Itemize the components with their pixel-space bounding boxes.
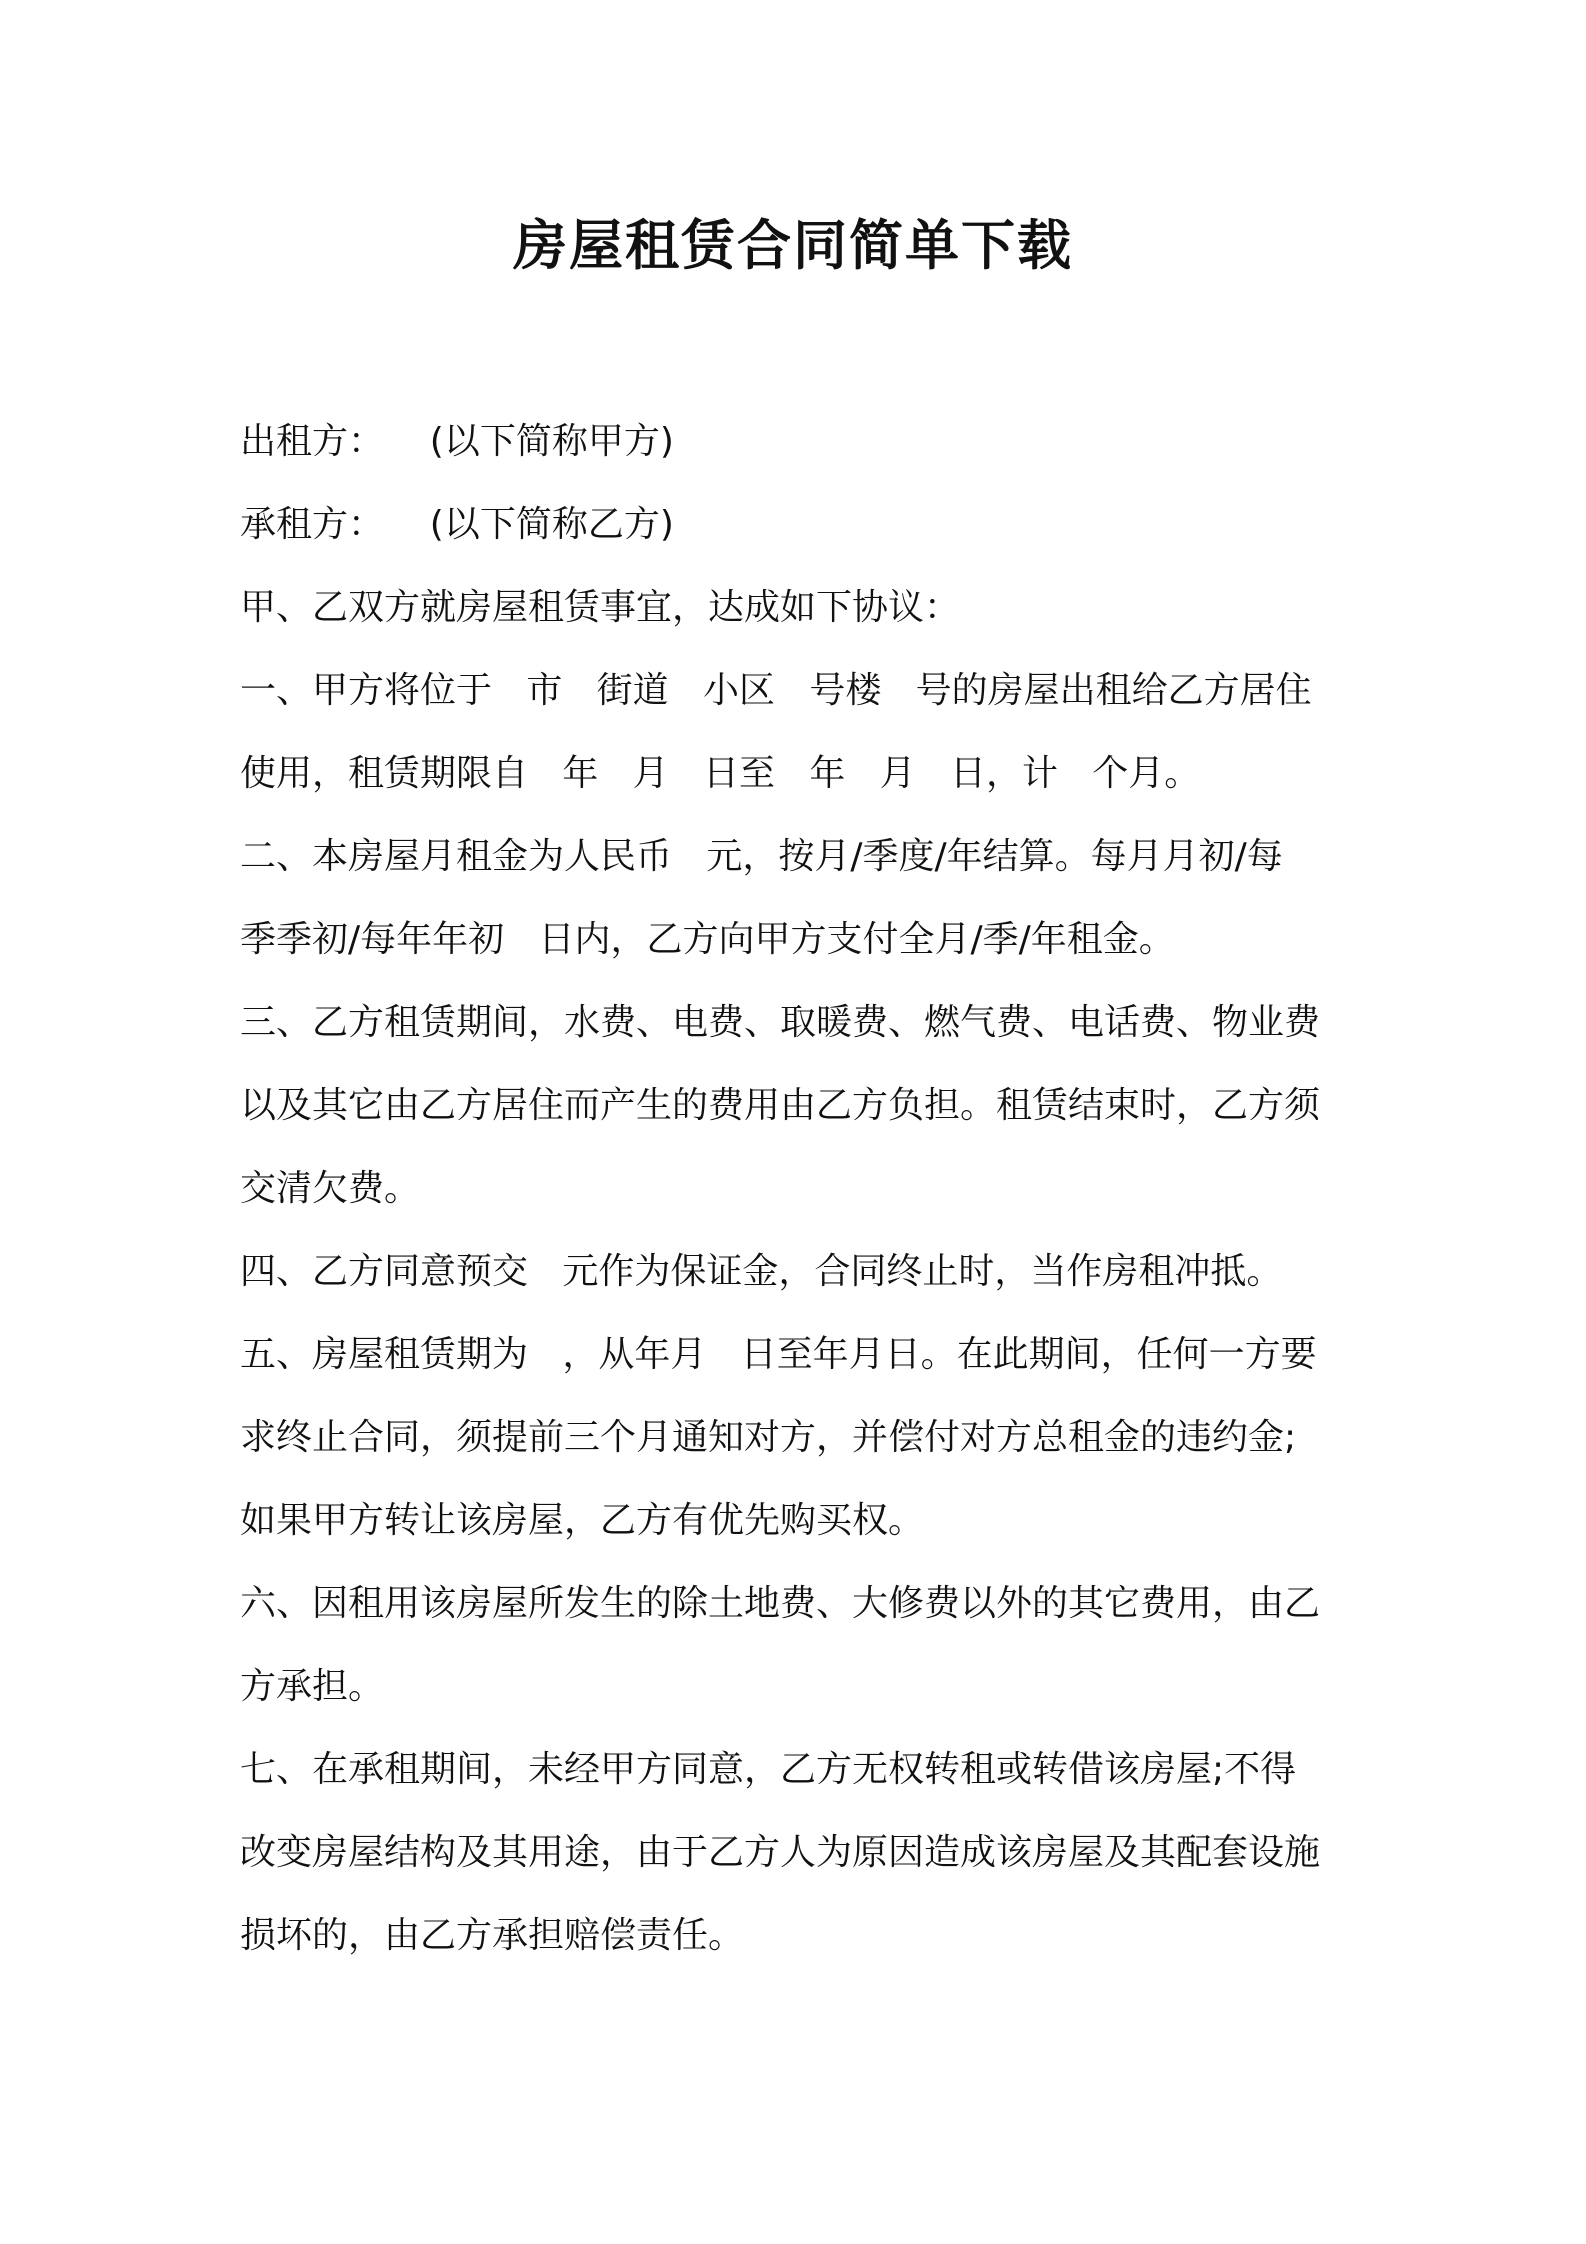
clause-7-line-3: 损坏的，由乙方承担赔偿责任。 (240, 1915, 745, 1956)
clause-5-line-3: 如果甲方转让该房屋，乙方有优先购买权。 (240, 1500, 925, 1541)
clause-3-line-1: 三、乙方租赁期间，水费、电费、取暖费、燃气费、电话费、物业费 (240, 1002, 1321, 1043)
party-lessee-line: 承租方： (以下简称乙方) (240, 504, 674, 545)
clause-2-line-1: 二、本房屋月租金为人民币 元，按月/季度/年结算。每月月初/每 (240, 836, 1283, 877)
clause-1-line-1: 一、甲方将位于 市 街道 小区 号楼 号的房屋出租给乙方居住 (240, 670, 1312, 711)
clause-5-line-1: 五、房屋租赁期为 ，从年月 日至年月日。在此期间，任何一方要 (240, 1334, 1317, 1375)
party-lessor-line: 出租方： (以下简称甲方) (240, 421, 674, 462)
clause-3-line-3: 交清欠费。 (240, 1168, 421, 1209)
clause-2-line-2: 季季初/每年年初 日内，乙方向甲方支付全月/季/年租金。 (240, 919, 1175, 960)
clause-7-line-2: 改变房屋结构及其用途，由于乙方人为原因造成该房屋及其配套设施 (240, 1832, 1321, 1873)
clause-7-line-1: 七、在承租期间，未经甲方同意，乙方无权转租或转借该房屋;不得 (240, 1749, 1297, 1790)
document-body (240, 400, 1360, 1977)
clause-5-line-2: 求终止合同，须提前三个月通知对方，并偿付对方总租金的违约金; (240, 1417, 1297, 1458)
agreement-intro-line: 甲、乙双方就房屋租赁事宜，达成如下协议： (240, 587, 961, 628)
clause-1-line-2: 使用，租赁期限自 年 月 日至 年 月 日，计 个月。 (240, 753, 1201, 794)
clause-6-line-2: 方承担。 (240, 1666, 385, 1707)
clause-6-line-1: 六、因租用该房屋所发生的除土地费、大修费以外的其它费用，由乙 (240, 1583, 1321, 1624)
document-title: 房屋租赁合同简单下载 (513, 214, 1073, 277)
clause-4-line-1: 四、乙方同意预交 元作为保证金，合同终止时，当作房租冲抵。 (240, 1251, 1283, 1292)
clause-3-line-2: 以及其它由乙方居住而产生的费用由乙方负担。租赁结束时，乙方须 (240, 1085, 1321, 1126)
